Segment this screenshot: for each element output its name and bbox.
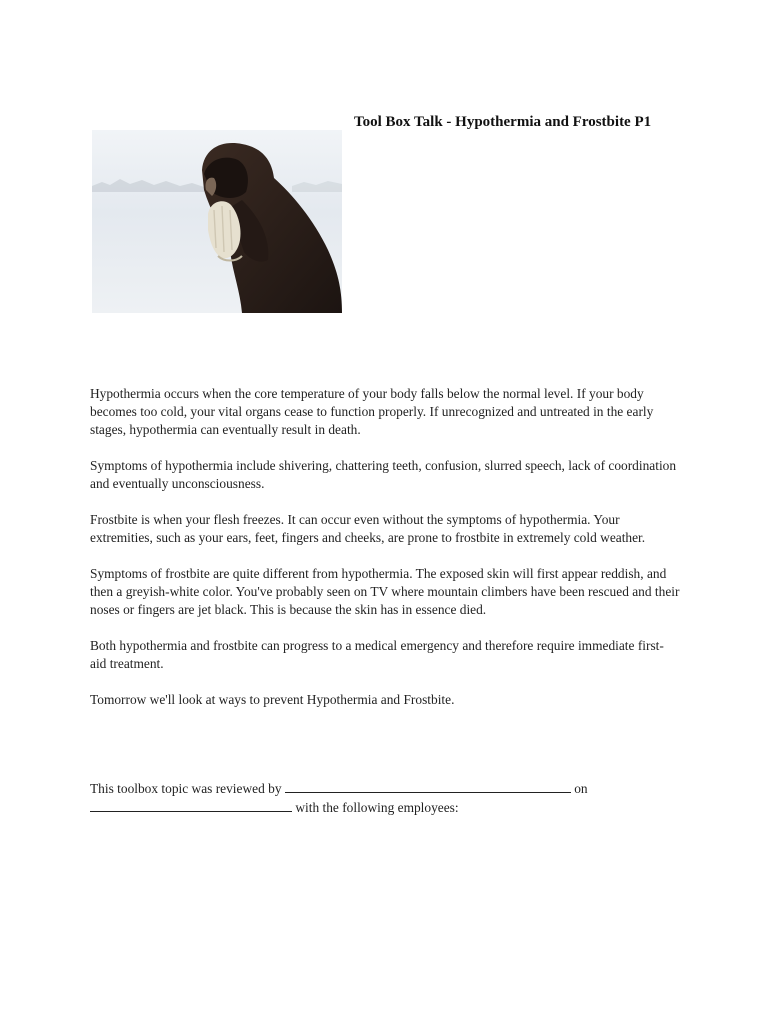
body-text [90,385,680,727]
paragraph-medical-emergency: Both hypothermia and frostbite can progress to a medical emergency and therefore require immediate first-aid treatment. [90,638,664,671]
review-prefix: This toolbox topic was reviewed by [90,781,285,796]
review-suffix: with the following employees: [292,800,459,815]
paragraph-frostbite-symptoms: Symptoms of frostbite are quite different from hypothermia. The exposed skin will first appear reddish, and then a greyish-white color. You've probably seen on TV where mountain climbers have been rescued and their noses or fingers are jet black. This is because the skin has in essence died. [90,566,680,617]
review-middle: on [570,781,588,796]
paragraph-hypothermia-symptoms: Symptoms of hypothermia include shivering, chattering teeth, confusion, slurred speech, lack of coordination and eventually unconsciousness. [90,458,677,491]
paragraph-hypothermia-definition: Hypothermia occurs when the core temperature of your body falls below the normal level. If your body becomes too cold, your vital organs cease to function properly. If unrecognized and untreated in the early stages, hypothermia can eventually result in death. [90,386,654,437]
review-statement [90,779,680,817]
reviewer-name-blank[interactable] [285,779,571,793]
review-date-blank[interactable] [90,798,292,812]
paragraph-tomorrow: Tomorrow we'll look at ways to prevent Hypothermia and Frostbite. [90,692,455,707]
person-in-snow-image [92,130,342,313]
page-title: Tool Box Talk - Hypothermia and Frostbite P1 [354,114,652,130]
paragraph-frostbite-definition: Frostbite is when your flesh freezes. It can occur even without the symptoms of hypothermia. Your extremities, such as your ears, feet, fingers and cheeks, are prone to frostbite in extremely cold weather. [90,512,646,545]
